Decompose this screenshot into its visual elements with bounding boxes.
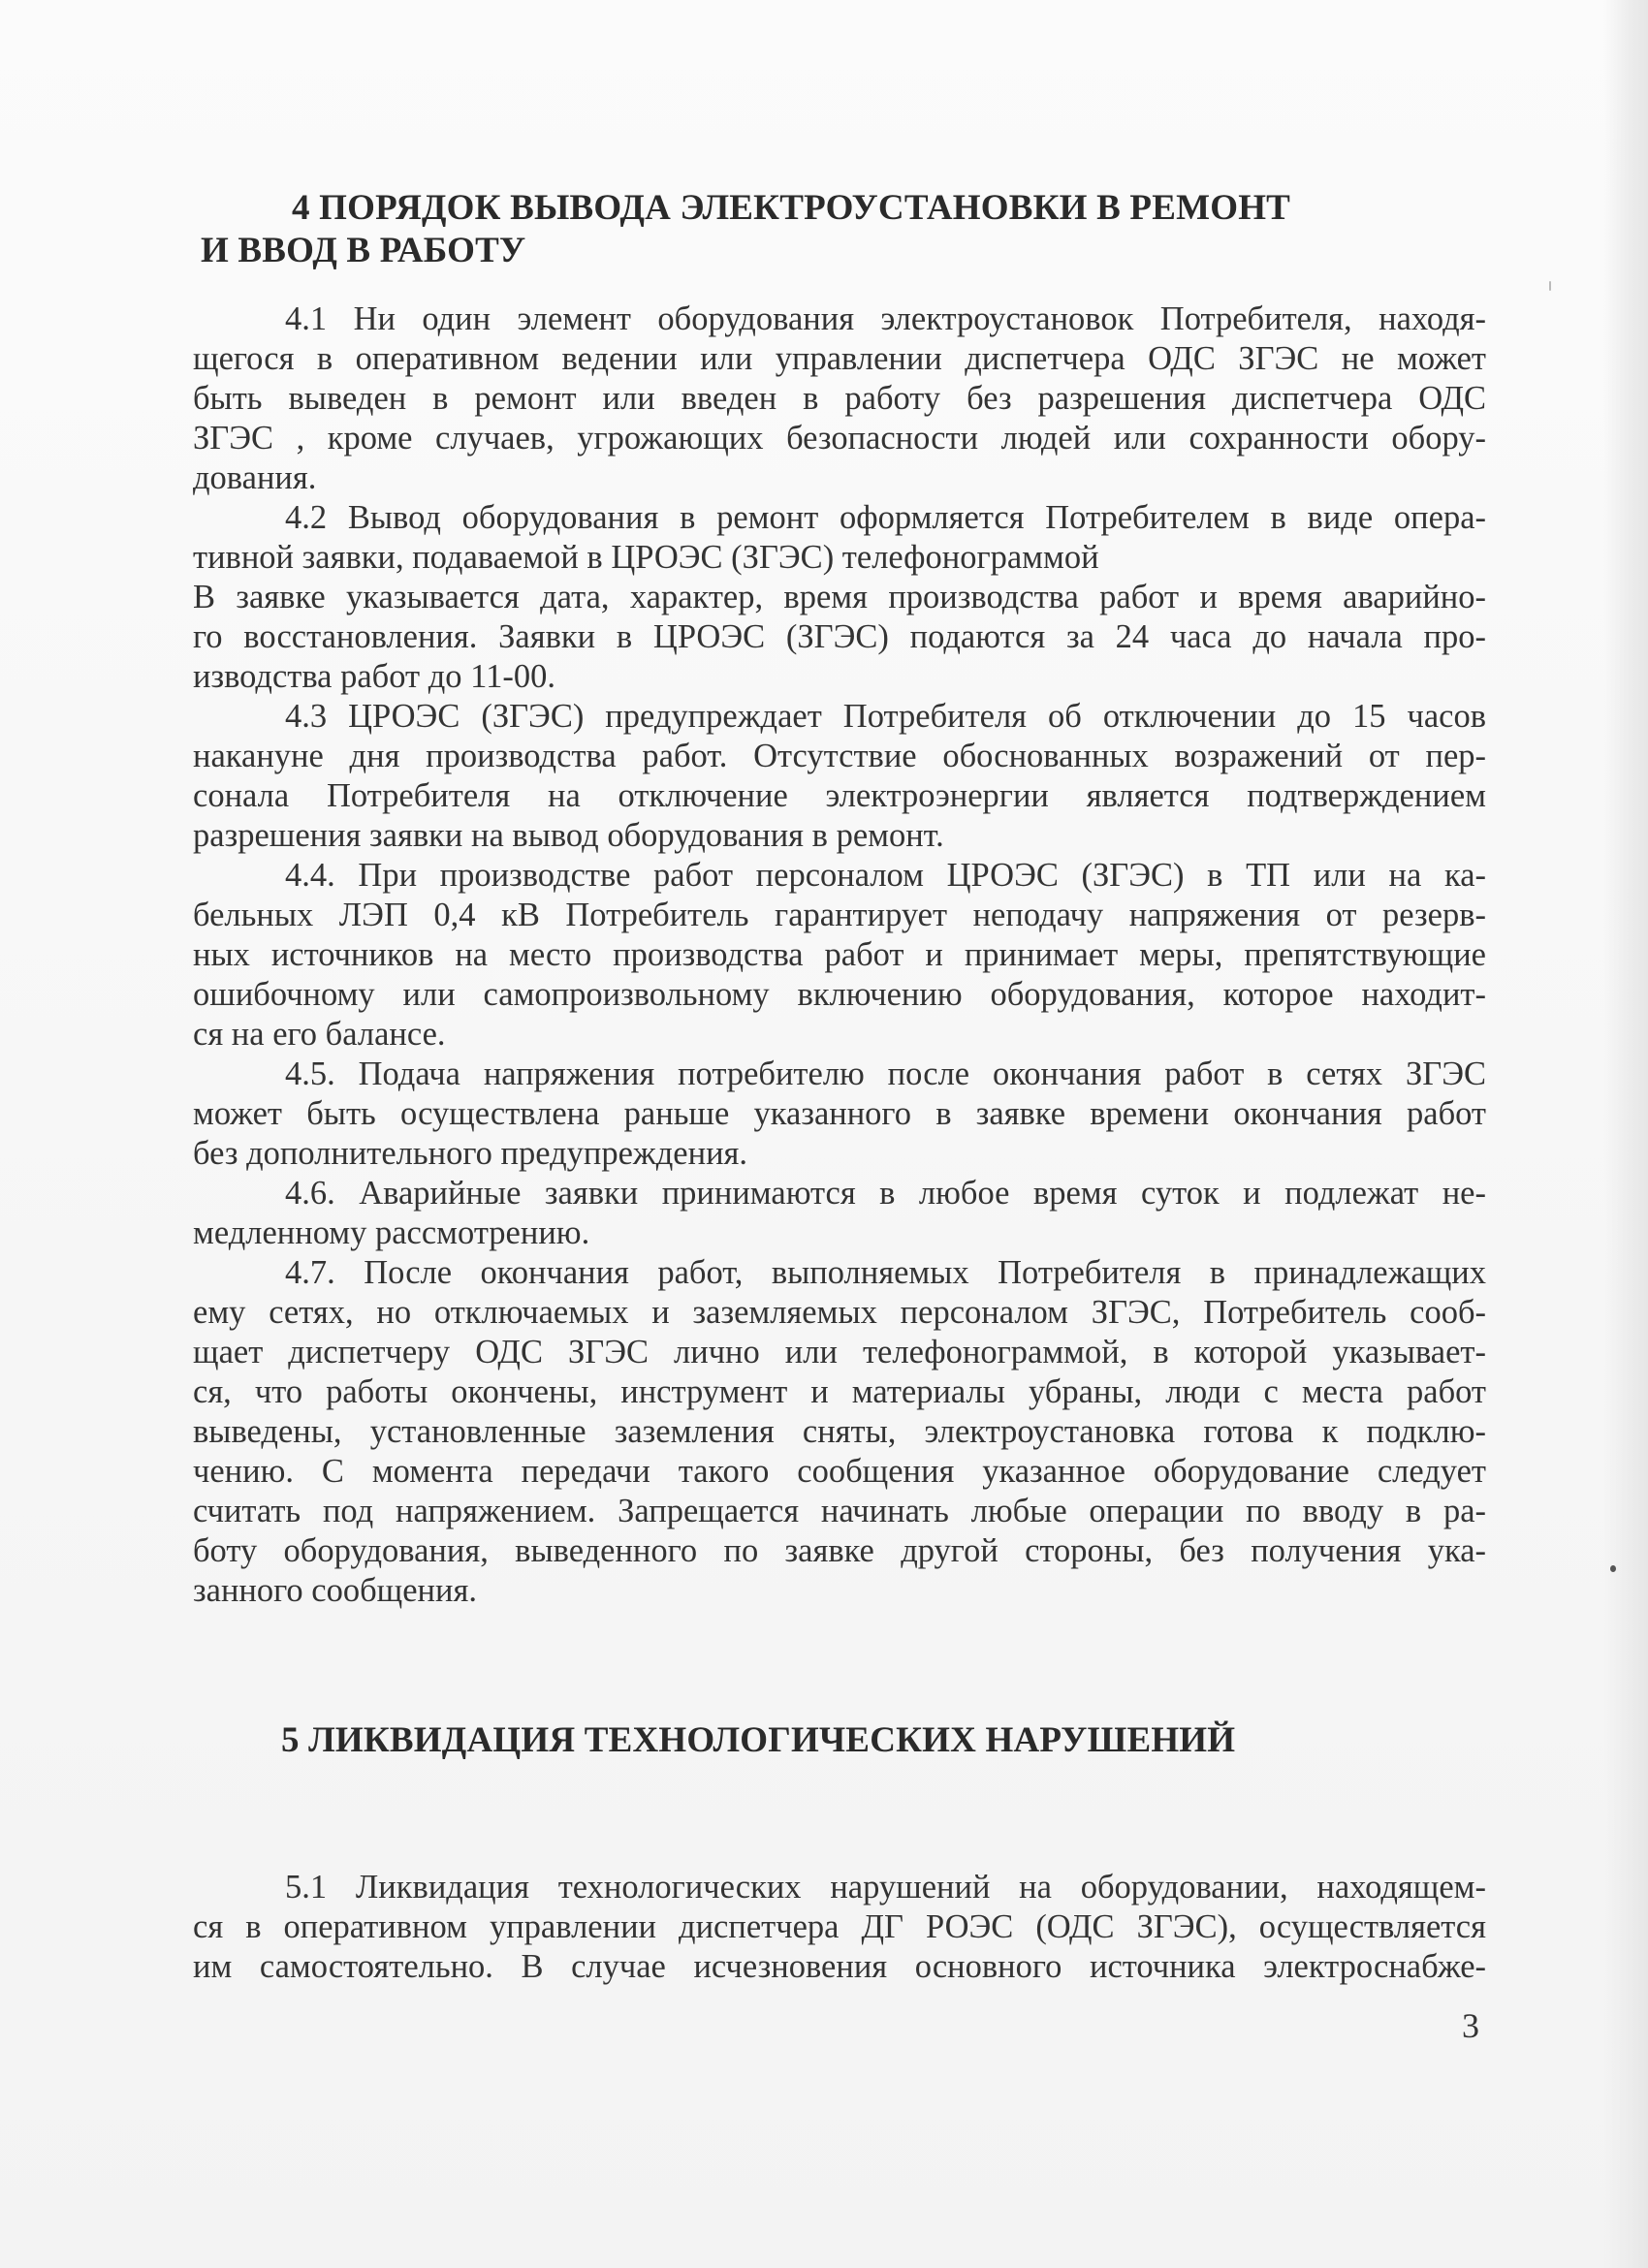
text-line: им самостоятельно. В случае исчезновения основного источника электроснабже- <box>193 1948 1486 1985</box>
section-5-heading: 5 ЛИКВИДАЦИЯ ТЕХНОЛОГИЧЕСКИХ НАРУШЕНИЙ <box>281 1720 1236 1760</box>
text-line: ных источников на место производства работ и принимает меры, препятствующие <box>193 936 1486 973</box>
text-line: 4.4. При производстве работ персоналом ЦРОЭС (ЗГЭС) в ТП или на ка- <box>285 857 1486 894</box>
text-line: ошибочному или самопроизвольному включению оборудования, которое находит- <box>193 976 1486 1013</box>
text-line: щает диспетчеру ОДС ЗГЭС лично или телефонограммой, в которой указывает- <box>193 1334 1486 1370</box>
text-line: 4.2 Вывод оборудования в ремонт оформляется Потребителем в виде опера- <box>285 499 1486 536</box>
text-line: 4.7. После окончания работ, выполняемых Потребителя в принадлежащих <box>285 1254 1486 1291</box>
text-line: изводства работ до 11-00. <box>193 658 555 695</box>
scan-mark <box>1549 281 1551 291</box>
text-line: 4.6. Аварийные заявки принимаются в любое время суток и подлежат не- <box>285 1175 1486 1212</box>
text-line: выведены, установленные заземления сняты, электроустановка готова к подклю- <box>193 1413 1486 1450</box>
text-line: тивной заявки, подаваемой в ЦРОЭС (ЗГЭС) телефонограммой <box>193 539 1099 576</box>
text-line: разрешения заявки на вывод оборудования в ремонт. <box>193 817 944 854</box>
text-line: ему сетях, но отключаемых и заземляемых персоналом ЗГЭС, Потребитель сооб- <box>193 1294 1486 1331</box>
text-line: занного сообщения. <box>193 1572 477 1609</box>
text-line: 4.5. Подача напряжения потребителю после окончания работ в сетях ЗГЭС <box>285 1055 1486 1092</box>
text-line: го восстановления. Заявки в ЦРОЭС (ЗГЭС) подаются за 24 часа до начала про- <box>193 618 1486 655</box>
text-line: сонала Потребителя на отключение электроэнергии является подтверждением <box>193 777 1486 814</box>
text-line: 4.1 Ни один элемент оборудования электроустановок Потребителя, находя- <box>285 300 1486 337</box>
text-line: ся на его балансе. <box>193 1016 446 1053</box>
text-line: может быть осуществлена раньше указанного в заявке времени окончания работ <box>193 1095 1486 1132</box>
scan-edge <box>1603 0 1648 2268</box>
section-4-heading <box>201 187 1364 272</box>
text-line: 5.1 Ликвидация технологических нарушений на оборудовании, находящем- <box>285 1869 1486 1906</box>
text-line: 4.3 ЦРОЭС (ЗГЭС) предупреждает Потребителя об отключении до 15 часов <box>285 698 1486 735</box>
text-line: боту оборудования, выведенного по заявке другой стороны, без получения ука- <box>193 1532 1486 1569</box>
text-line: медленному рассмотрению. <box>193 1214 590 1251</box>
text-line: считать под напряжением. Запрещается начинать любые операции по вводу в ра- <box>193 1493 1486 1529</box>
text-line: ЗГЭС , кроме случаев, угрожающих безопасности людей или сохранности обору- <box>193 420 1486 457</box>
section-5-body <box>193 1868 1486 1987</box>
text-line: В заявке указывается дата, характер, время производства работ и время аварийно- <box>193 579 1486 615</box>
section-4-heading-line-1: 4 ПОРЯДОК ВЫВОДА ЭЛЕКТРОУСТАНОВКИ В РЕМОНТ <box>292 188 1291 228</box>
text-line: накануне дня производства работ. Отсутствие обоснованных возражений от пер- <box>193 738 1486 774</box>
section-4-heading-line-2: И ВВОД В РАБОТУ <box>201 231 526 270</box>
text-line: ся в оперативном управлении диспетчера ДГ РОЭС (ОДС ЗГЭС), осуществляется <box>193 1908 1486 1945</box>
page-number: 3 <box>1462 2006 1479 2045</box>
text-line: ся, что работы окончены, инструмент и материалы убраны, люди с места работ <box>193 1373 1486 1410</box>
text-line: дования. <box>193 459 317 496</box>
text-line: чению. С момента передачи такого сообщения указанное оборудование следует <box>193 1453 1486 1490</box>
text-line: быть выведен в ремонт или введен в работу без разрешения диспетчера ОДС <box>193 380 1486 417</box>
text-line: щегося в оперативном ведении или управлении диспетчера ОДС ЗГЭС не может <box>193 340 1486 377</box>
text-line: без дополнительного предупреждения. <box>193 1135 748 1172</box>
text-line: бельных ЛЭП 0,4 кВ Потребитель гарантирует неподачу напряжения от резерв- <box>193 897 1486 933</box>
section-4-body <box>193 299 1486 1611</box>
scan-speck <box>1610 1565 1616 1572</box>
